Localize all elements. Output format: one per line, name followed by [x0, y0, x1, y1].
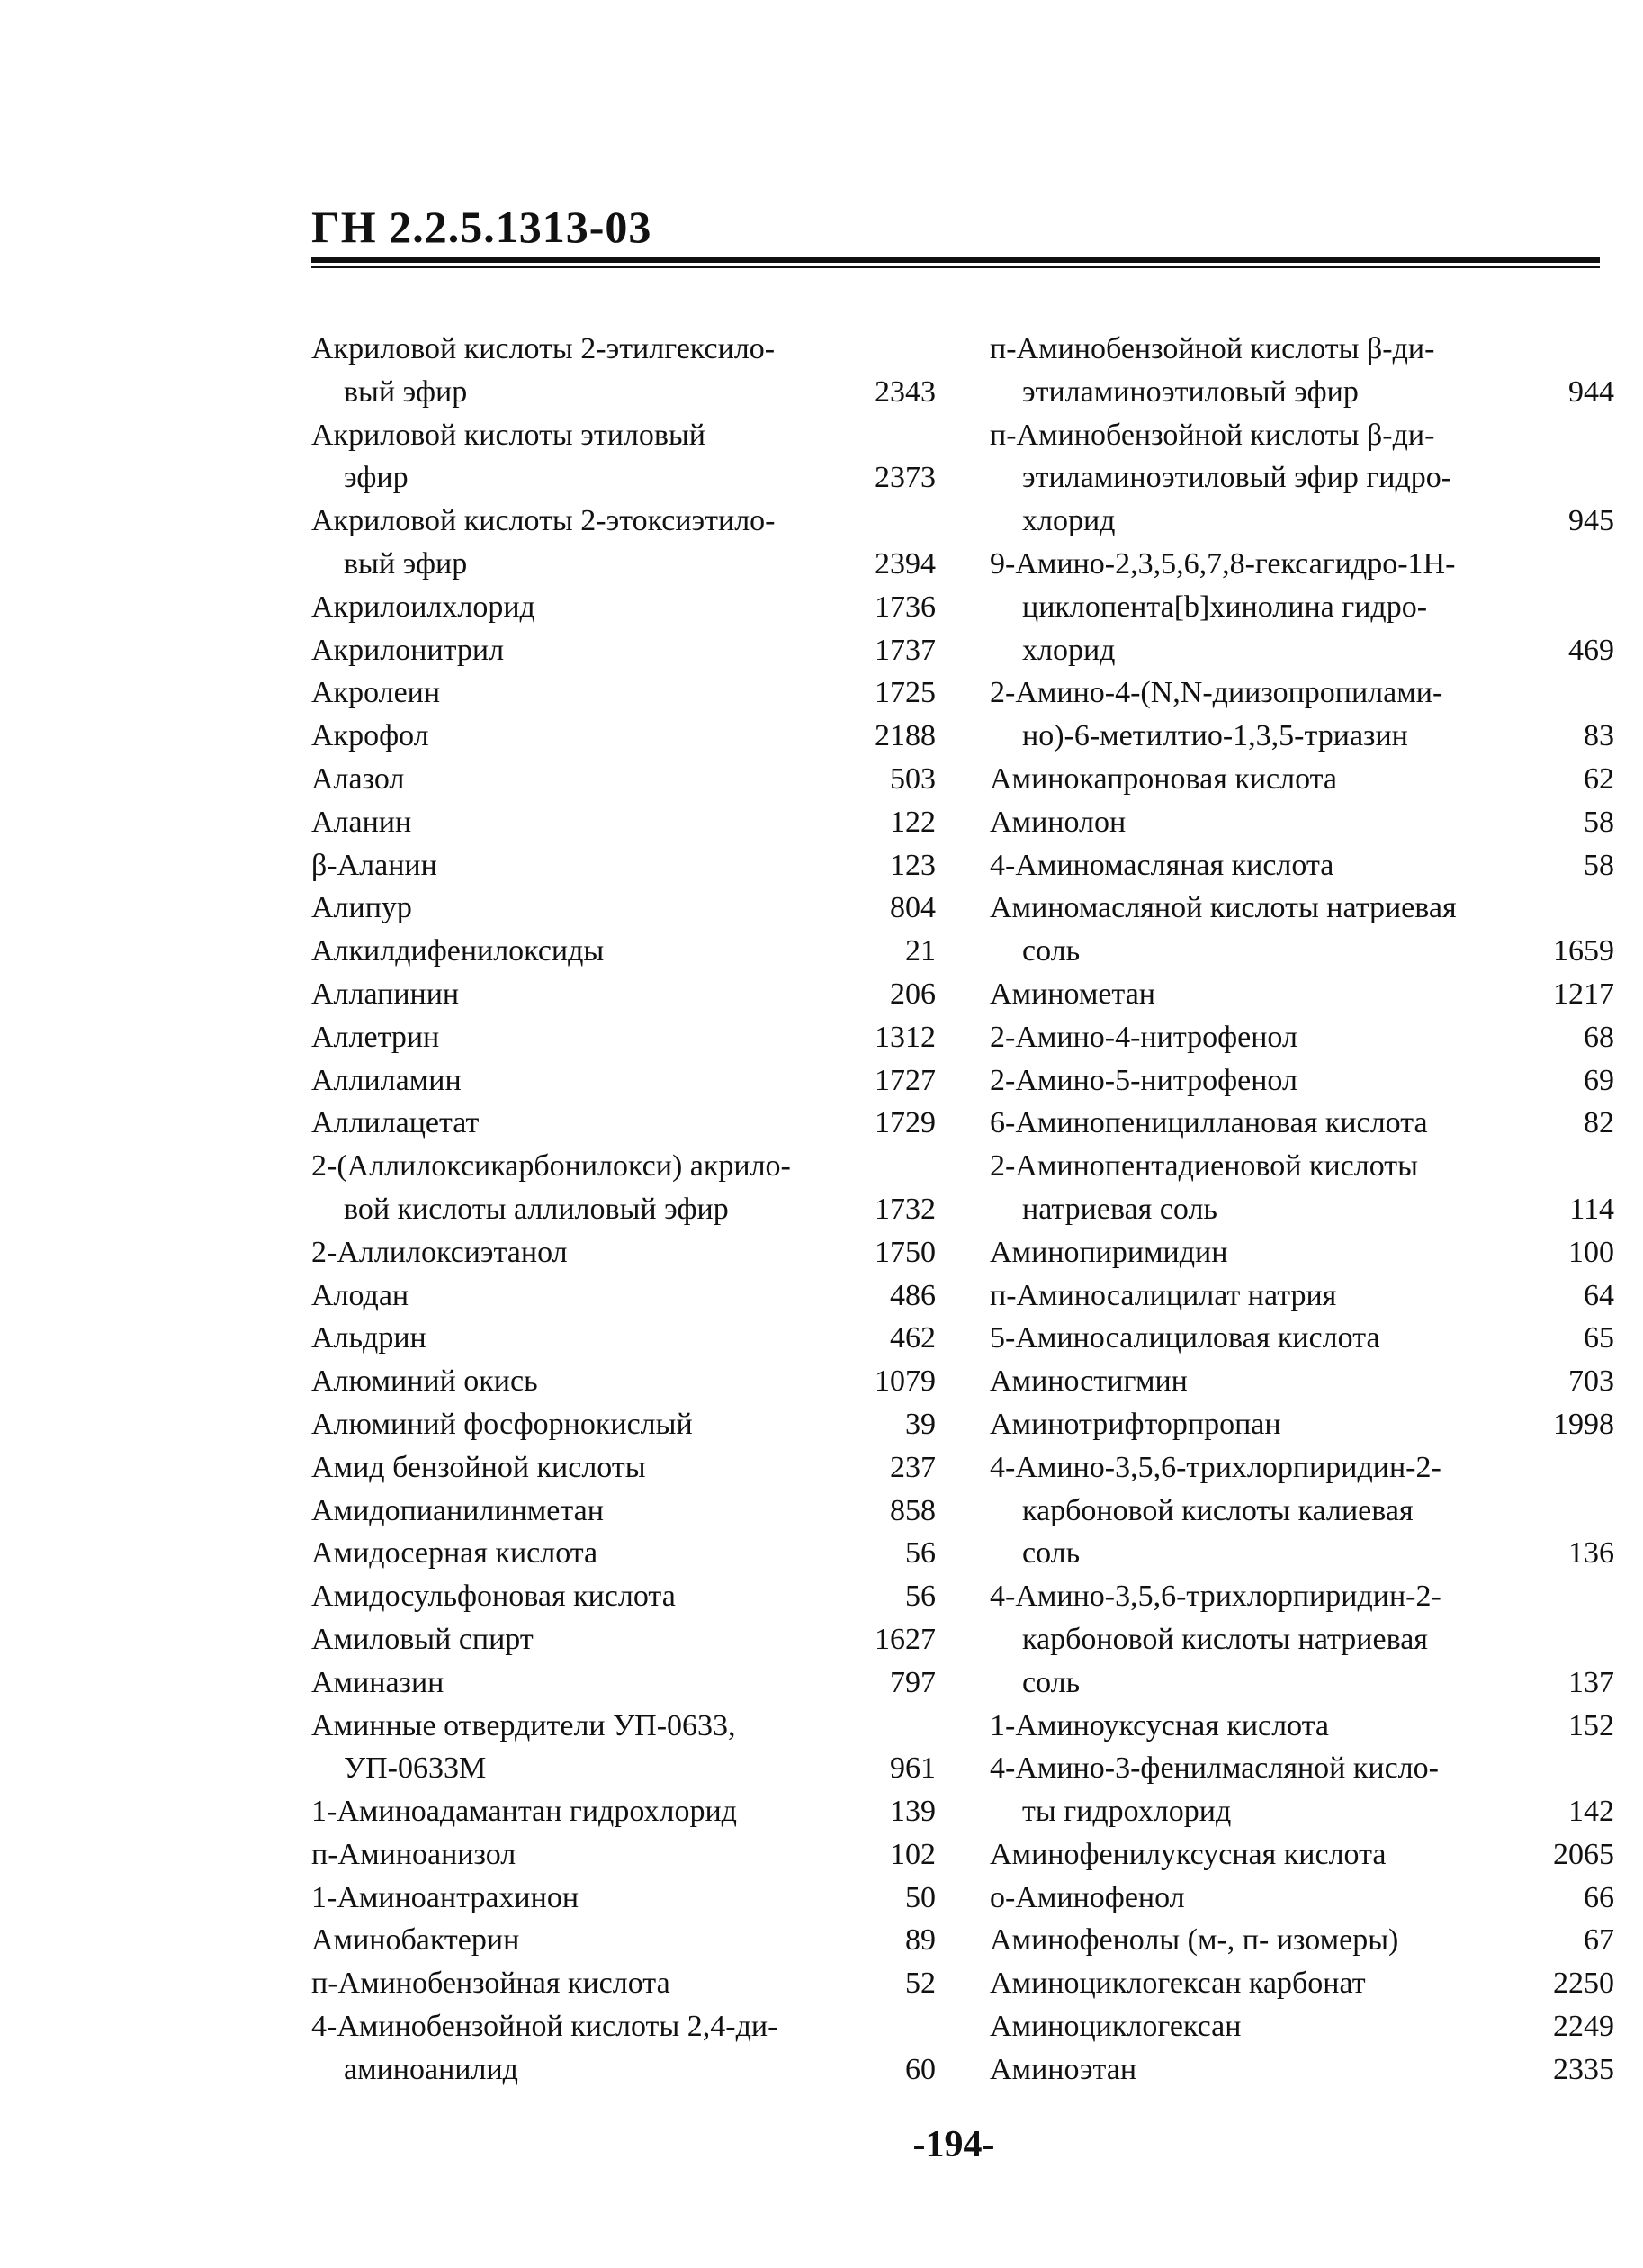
- index-entry-term-line: Аминофенилуксусная кислота: [990, 1837, 1387, 1871]
- index-entry: [311, 1532, 936, 1575]
- index-entry: [990, 1102, 1614, 1145]
- index-entry-number: 66: [1584, 1880, 1614, 1914]
- index-entry-term-line: ты гидрохлорид: [1022, 1795, 1232, 1829]
- index-entry-number: 804: [890, 891, 936, 925]
- index-entry-number: 1725: [875, 676, 936, 710]
- index-entry-number: 65: [1584, 1321, 1614, 1355]
- index-entry-number: 1727: [875, 1063, 936, 1097]
- index-entry-number: 2394: [875, 546, 936, 580]
- index-entry: [311, 1833, 936, 1876]
- index-entry-number: 1079: [875, 1364, 936, 1399]
- index-entry-term-line: п-Аминобензойной кислоты β-ди-: [990, 332, 1435, 365]
- index-entry-number: 237: [890, 1450, 936, 1484]
- index-entry-term-line: 9-Амино-2,3,5,6,7,8-гексагидро-1Н-: [990, 546, 1456, 580]
- index-entry: [311, 715, 936, 758]
- index-entry-number: 137: [1568, 1665, 1614, 1699]
- index-entry-term-line: Аминоциклогексан карбонат: [990, 1966, 1366, 2001]
- index-entry-term-line: 1-Аминоантрахинон: [311, 1880, 579, 1914]
- index-entry-number: 100: [1568, 1235, 1614, 1269]
- index-entry-term-line: 4-Аминомасляная кислота: [990, 848, 1334, 882]
- index-entry-number: 2249: [1553, 2010, 1614, 2044]
- index-entry-term-line: соль: [1022, 1536, 1081, 1570]
- index-entry-term-line: 4-Амино-3-фенилмасляной кисло-: [990, 1751, 1439, 1786]
- index-entry-term-line: Аминостигмин: [990, 1364, 1188, 1399]
- index-entry: [311, 2005, 936, 2092]
- index-entry-term-line: Акрилоилхлорид: [311, 590, 535, 624]
- index-entry: [990, 1317, 1614, 1360]
- index-entry-term-line: п-Аминобензойной кислоты β-ди-: [990, 418, 1435, 452]
- index-entry-number: 1217: [1553, 976, 1614, 1011]
- index-entry: [990, 801, 1614, 844]
- index-entry-term-line: п-Аминосалицилат натрия: [990, 1278, 1337, 1312]
- index-entry-number: 486: [890, 1278, 936, 1312]
- index-entry-term-line: Алипур: [311, 891, 412, 925]
- index-entry-term-line: Амид бензойной кислоты: [311, 1450, 646, 1484]
- index-entry: [311, 1145, 936, 1231]
- index-entry-term-line: Аминолон: [990, 805, 1127, 839]
- index-entry-term-line: Аллиламин: [311, 1063, 462, 1097]
- index-entry-number: 2335: [1553, 2052, 1614, 2086]
- index-entry-term-line: Амидосерная кислота: [311, 1536, 598, 1570]
- index-entry-term-line: Акриловой кислоты этиловый: [311, 418, 705, 452]
- index-entry: [990, 1274, 1614, 1318]
- index-entry: [311, 1490, 936, 1533]
- index-entry-term-line: Алазол: [311, 761, 405, 796]
- index-entry-term-line: Аминоэтан: [990, 2052, 1137, 2086]
- index-entry-number: 469: [1568, 633, 1614, 667]
- index-entry-number: 68: [1584, 1020, 1614, 1054]
- index-entry: [990, 1360, 1614, 1403]
- index-entry-term-line: Аланин: [311, 805, 412, 839]
- index-entry-number: 206: [890, 976, 936, 1011]
- index-entry-term-line: эфир: [344, 461, 409, 495]
- index-entry: [311, 1403, 936, 1446]
- index-entry: [311, 1231, 936, 1274]
- index-entry-number: 797: [890, 1665, 936, 1699]
- index-entry-term-line: Аминофенолы (м-, п- изомеры): [990, 1923, 1399, 1958]
- index-entry-term-line: аминоанилид: [344, 2052, 518, 2086]
- index-entry: [990, 1876, 1614, 1920]
- index-entry-term-line: карбоновой кислоты натриевая: [1022, 1622, 1428, 1656]
- index-entry-number: 136: [1568, 1536, 1614, 1570]
- index-entry: [990, 1016, 1614, 1059]
- index-entry-number: 2250: [1553, 1966, 1614, 2001]
- index-entry-number: 2065: [1553, 1837, 1614, 1871]
- index-entry-number: 83: [1584, 719, 1614, 753]
- index-entry: [990, 2005, 1614, 2048]
- index-entry-term-line: хлорид: [1022, 633, 1116, 667]
- index-entry-term-line: Аминотрифторпропан: [990, 1407, 1281, 1441]
- index-entry: [311, 1274, 936, 1318]
- index-entry: [311, 844, 936, 887]
- index-entry-term-line: п-Аминоанизол: [311, 1837, 516, 1871]
- index-entry-term-line: о-Аминофенол: [990, 1880, 1185, 1914]
- index-entry: [311, 1016, 936, 1059]
- index-entry: [990, 1919, 1614, 1962]
- index-entry: [311, 1618, 936, 1661]
- index-entry-term-line: Альдрин: [311, 1321, 426, 1355]
- index-entry: [990, 1145, 1614, 1231]
- index-entry-number: 39: [905, 1407, 936, 1441]
- index-entry-number: 961: [890, 1751, 936, 1786]
- index-entry-term-line: Аминомасляной кислоты натриевая: [990, 891, 1457, 925]
- index-entry-term-line: но)-6-метилтио-1,3,5-триазин: [1022, 719, 1408, 753]
- index-entry-number: 50: [905, 1880, 936, 1914]
- index-entry-number: 503: [890, 761, 936, 796]
- index-entry-number: 69: [1584, 1063, 1614, 1097]
- index-entry: [990, 758, 1614, 801]
- index-entry-term-line: 4-Амино-3,5,6-трихлорпиридин-2-: [990, 1450, 1441, 1484]
- index-entry: [311, 1446, 936, 1490]
- index-entry-number: 52: [905, 1966, 936, 2001]
- index-entry-term-line: Акрофол: [311, 719, 429, 753]
- index-entry: [311, 1317, 936, 1360]
- index-entry-term-line: вый эфир: [344, 546, 468, 580]
- index-entry-number: 703: [1568, 1364, 1614, 1399]
- index-entry-term-line: 4-Амино-3,5,6-трихлорпиридин-2-: [990, 1580, 1441, 1614]
- index-entry: [990, 543, 1614, 671]
- index-entry-term-line: Аллетрин: [311, 1020, 440, 1054]
- index-entry: [311, 1790, 936, 1833]
- index-entry-number: 67: [1584, 1923, 1614, 1958]
- index-entry-term-line: 6-Аминопенициллановая кислота: [990, 1106, 1428, 1140]
- index-entry-number: 1736: [875, 590, 936, 624]
- index-entry-number: 56: [905, 1580, 936, 1614]
- index-entry: [311, 1102, 936, 1145]
- index-entry-number: 142: [1568, 1795, 1614, 1829]
- index-entry-number: 1750: [875, 1235, 936, 1269]
- index-entry-number: 56: [905, 1536, 936, 1570]
- index-entry-number: 89: [905, 1923, 936, 1958]
- index-entry: [311, 973, 936, 1016]
- index-entry-term-line: Акролеин: [311, 676, 441, 710]
- index-entry: [990, 1059, 1614, 1102]
- index-entry-term-line: Аминокапроновая кислота: [990, 761, 1338, 796]
- index-entry-term-line: Аминные отвердители УП-0633,: [311, 1708, 736, 1742]
- index-entry-term-line: 2-(Аллилоксикарбонилокси) акрило-: [311, 1149, 791, 1184]
- index-entry-number: 82: [1584, 1106, 1614, 1140]
- index-entry-term-line: 1-Аминоуксусная кислота: [990, 1708, 1330, 1742]
- index-entry: [990, 2048, 1614, 2092]
- index-entry-number: 62: [1584, 761, 1614, 796]
- index-entry-term-line: 2-Амино-4-(N,N-диизопропилами-: [990, 676, 1443, 710]
- index-entry: [990, 1446, 1614, 1575]
- index-entry-number: 139: [890, 1795, 936, 1829]
- index-entry-term-line: 5-Аминосалициловая кислота: [990, 1321, 1380, 1355]
- index-entry: [990, 1575, 1614, 1704]
- header-rule-thin: [311, 266, 1600, 268]
- index-entry: [311, 1661, 936, 1705]
- index-entry-term-line: циклопента[b]хинолина гидро-: [1022, 590, 1428, 624]
- index-entry-term-line: Акриловой кислоты 2-этилгексило-: [311, 332, 776, 365]
- index-entry-number: 1627: [875, 1622, 936, 1656]
- index-entry: [311, 1876, 936, 1920]
- index-entry-term-line: вый эфир: [344, 374, 468, 409]
- index-entry-number: 152: [1568, 1708, 1614, 1742]
- page-number: -194-: [912, 2124, 995, 2165]
- index-entry-number: 1732: [875, 1192, 936, 1226]
- index-entry-term-line: Амиловый спирт: [311, 1622, 534, 1656]
- index-entry-term-line: Аминазин: [311, 1665, 444, 1699]
- index-entry: [311, 1059, 936, 1102]
- index-entry: [311, 671, 936, 715]
- index-entry-term-line: Аминопиримидин: [990, 1235, 1228, 1269]
- index-entry-term-line: УП-0633М: [344, 1751, 487, 1786]
- index-entry: [311, 758, 936, 801]
- index-entry: [990, 1231, 1614, 1274]
- index-entry-term-line: хлорид: [1022, 504, 1116, 538]
- index-entry-number: 102: [890, 1837, 936, 1871]
- index-entry-number: 60: [905, 2052, 936, 2086]
- index-entry-number: 21: [905, 934, 936, 968]
- index-entry: [311, 629, 936, 672]
- index-entry: [990, 1962, 1614, 2005]
- index-entry-term-line: 1-Аминоадамантан гидрохлорид: [311, 1795, 737, 1829]
- index-entry: [311, 1962, 936, 2005]
- index-entry: [990, 414, 1614, 543]
- index-entry-number: 64: [1584, 1278, 1614, 1312]
- index-entry-term-line: соль: [1022, 1665, 1081, 1699]
- index-entry-term-line: Аллапинин: [311, 976, 460, 1011]
- index-entry: [990, 1833, 1614, 1876]
- index-entry: [311, 930, 936, 973]
- index-entry: [990, 973, 1614, 1016]
- index-entry: [311, 500, 936, 586]
- index-entry-number: 2373: [875, 461, 936, 495]
- index-entry-term-line: п-Аминобензойная кислота: [311, 1966, 670, 2001]
- index-entry-number: 58: [1584, 805, 1614, 839]
- index-entry-number: 2343: [875, 374, 936, 409]
- index-entry: [311, 1575, 936, 1618]
- index-entry-number: 858: [890, 1493, 936, 1527]
- index-entry: [311, 1360, 936, 1403]
- index-entry-number: 1737: [875, 633, 936, 667]
- index-entry-term-line: Акрилонитрил: [311, 633, 505, 667]
- index-entry-number: 1312: [875, 1020, 936, 1054]
- index-entry-term-line: Аминобактерин: [311, 1923, 520, 1958]
- index-entry: [311, 1705, 936, 1791]
- header-rule-thick: [311, 257, 1600, 263]
- index-entry-term-line: Акриловой кислоты 2-этоксиэтило-: [311, 504, 776, 538]
- index-entry-term-line: 2-Аллилоксиэтанол: [311, 1235, 568, 1269]
- index-entry-number: 2188: [875, 719, 936, 753]
- index-entry-term-line: Амидосульфоновая кислота: [311, 1580, 676, 1614]
- index-entry: [311, 886, 936, 930]
- index-column-right: [990, 328, 1614, 2092]
- index-entry: [990, 1705, 1614, 1748]
- index-column-left: [311, 328, 936, 2092]
- index-entry: [990, 1403, 1614, 1446]
- index-entry-term-line: 2-Аминопентадиеновой кислоты: [990, 1149, 1418, 1184]
- index-entry-term-line: карбоновой кислоты калиевая: [1022, 1493, 1414, 1527]
- index-entry-term-line: Алкилдифенилоксиды: [311, 934, 605, 968]
- index-entry-term-line: Аминоциклогексан: [990, 2010, 1242, 2044]
- index-entry-number: 114: [1569, 1192, 1614, 1226]
- index-entry-term-line: Аминометан: [990, 976, 1155, 1011]
- index-entry-term-line: Амидопианилинметан: [311, 1493, 604, 1527]
- document-code-header: ГН 2.2.5.1313-03: [311, 202, 652, 252]
- index-entry: [990, 1747, 1614, 1833]
- index-entry-term-line: Алодан: [311, 1278, 409, 1312]
- index-entry-number: 58: [1584, 848, 1614, 882]
- index-entry: [990, 328, 1614, 414]
- index-entry: [311, 1919, 936, 1962]
- index-entry-term-line: вой кислоты аллиловый эфир: [344, 1192, 729, 1226]
- index-entry-term-line: натриевая соль: [1022, 1192, 1217, 1226]
- index-entry: [311, 801, 936, 844]
- index-entry-term-line: 2-Амино-4-нитрофенол: [990, 1020, 1297, 1054]
- index-entry-number: 122: [890, 805, 936, 839]
- index-entry-term-line: Алюминий окись: [311, 1364, 538, 1399]
- index-entry: [990, 671, 1614, 758]
- index-entry-term-line: Алюминий фосфорнокислый: [311, 1407, 693, 1441]
- index-entry: [990, 844, 1614, 887]
- index-entry-term-line: 2-Амино-5-нитрофенол: [990, 1063, 1297, 1097]
- index-entry-term-line: Аллилацетат: [311, 1106, 480, 1140]
- index-entry-number: 944: [1568, 374, 1614, 409]
- index-entry-term-line: этиламиноэтиловый эфир гидро-: [1022, 461, 1452, 495]
- index-entry-number: 1998: [1553, 1407, 1614, 1441]
- index-entry-term-line: соль: [1022, 934, 1081, 968]
- index-entry-number: 945: [1568, 504, 1614, 538]
- index-entry-term-line: β-Аланин: [311, 848, 437, 882]
- index-entry: [311, 586, 936, 629]
- index-entry-number: 462: [890, 1321, 936, 1355]
- index-entry-term-line: этиламиноэтиловый эфир: [1022, 374, 1359, 409]
- index-entry-number: 1659: [1553, 934, 1614, 968]
- index-entry: [990, 886, 1614, 973]
- index-entry: [311, 328, 936, 414]
- index-entry-number: 1729: [875, 1106, 936, 1140]
- index-entry-term-line: 4-Аминобензойной кислоты 2,4-ди-: [311, 2010, 778, 2044]
- index-entry-number: 123: [890, 848, 936, 882]
- index-entry: [311, 414, 936, 500]
